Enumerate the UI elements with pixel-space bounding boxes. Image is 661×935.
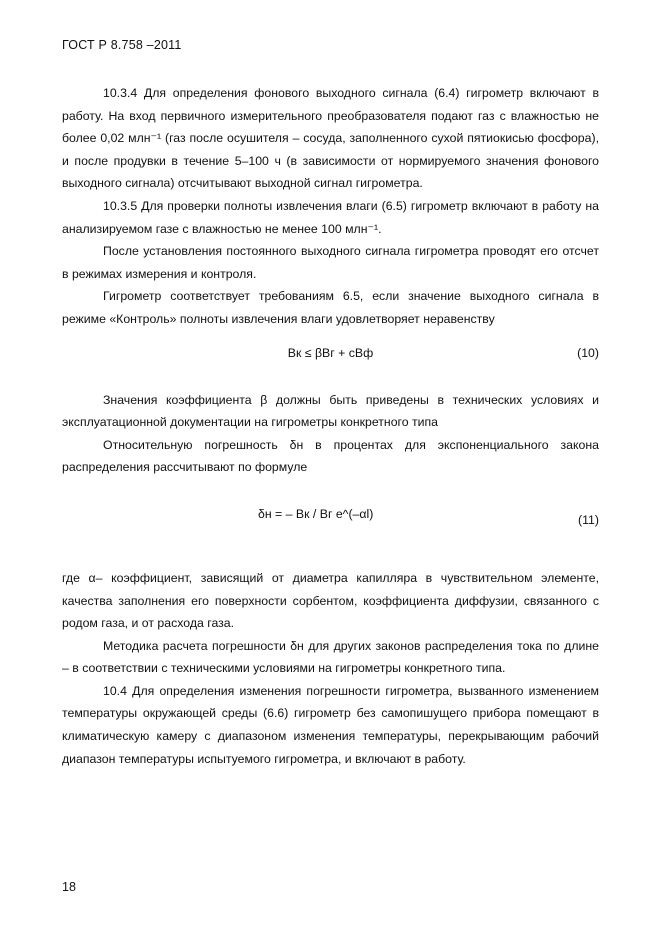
formula-11-number: (11)	[578, 512, 599, 527]
paragraph-10-4: 10.4 Для определения изменения погрешности гигрометра, вызванного изменением температуры окружающей среды (6.6) гигрометр без самопишущего прибора помещают в климатическую камеру с диапазоном изменения температуры, перекрывающим рабочий диапазон температуры испытуемого гигрометра, и включают в работу.	[62, 683, 599, 766]
formula-10	[62, 331, 599, 377]
paragraph-relative-error: Относительную погрешность δн в процентах для экспоненциального закона распределения рассчитывают по формуле	[62, 437, 599, 475]
paragraph-10-3-4: 10.3.4 Для определения фонового выходного сигнала (6.4) гигрометр включают в работу. На вход первичного измерительного преобразователя подают газ с влажностью не более 0,02 млн⁻¹ (газ после осушителя – сосуда, заполненного сухой пятиокисью фосфора), и после продувки в течение 5–100 ч (в зависимости от нормируемого значения фонового выходного сигнала) отсчитывают выходной сигнал гигрометра.	[62, 86, 599, 191]
paragraph-requirement: Гигрометр соответствует требованиям 6.5, если значение выходного сигнала в режиме «Контроль» полноты извлечения влаги удовлетворяет неравенству	[62, 289, 599, 326]
paragraph-output-signal: После установления постоянного выходного сигнала гигрометра проводят его отсчет в режимах измерения и контроля.	[62, 244, 599, 281]
paragraph-method: Методика расчета погрешности δн для других законов распределения тока по длине – в соответствии с техническими условиями на гигрометры конкретного типа.	[62, 638, 599, 676]
document-body	[62, 82, 599, 770]
paragraph-10-3-5: 10.3.5 Для проверки полноты извлечения влаги (6.5) гигрометр включают в работу на анализируемом газе с влажностью не менее 100 млн⁻¹.	[62, 198, 599, 236]
formula-11	[62, 479, 599, 567]
formula-11-expression: δн = – Bк / Bг e^(–αl)	[258, 506, 374, 521]
formula-10-expression: Bк ≤ βBг + cBф	[287, 345, 374, 360]
document-code: ГОСТ Р 8.758 –2011	[62, 38, 182, 52]
formula-10-number: (10)	[577, 345, 599, 360]
page-number: 18	[62, 880, 76, 894]
paragraph-alpha-definition: где α– коэффициент, зависящий от диаметра капилляра в чувствительном элементе, качества заполнения его поверхности сорбентом, коэффициента диффузии, связанного с родом газа, и от расхода газа.	[62, 570, 599, 631]
paragraph-beta-coefficient: Значения коэффициента β должны быть приведены в технических условиях и эксплуатационной документации на гигрометры конкретного типа	[62, 392, 599, 430]
